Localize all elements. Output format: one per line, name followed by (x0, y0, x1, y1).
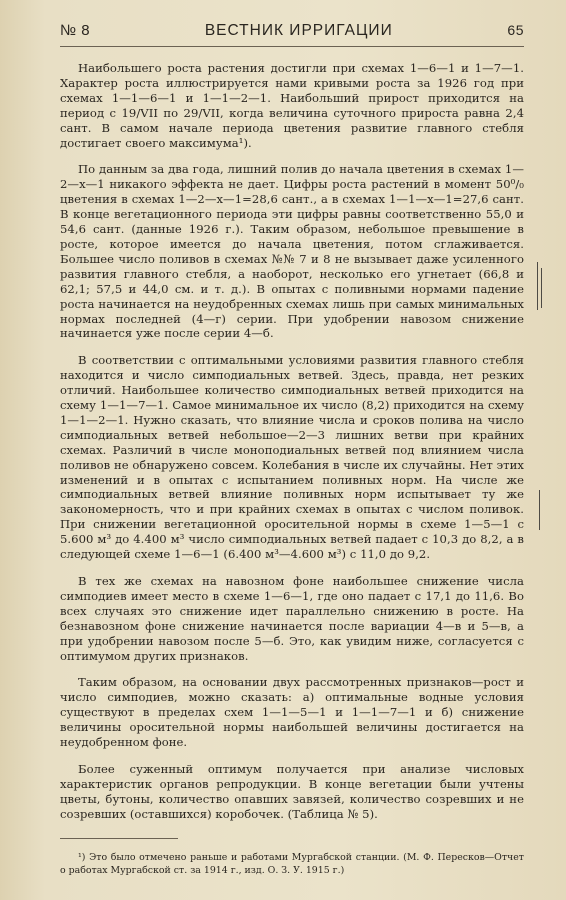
paragraph: В тех же схемах на навозном фоне наибольшее снижение числа симподиев имеет место в схеме 1—6—1, где оно падает с 17,1 до 11,6. Во всех случаях это снижение идет параллельно снижению в росте. На безнавозном фоне снижение начинается после вариации 4—в и 5—в, а при удобрении навозом после 5—б. Это, как увидим ниже, согласуется с оптимумом других признаков. (60, 574, 524, 663)
running-header (60, 22, 524, 47)
footnote-divider (60, 838, 178, 839)
journal-title: ВЕСТНИК ИРРИГАЦИИ (204, 22, 393, 39)
footnote: ¹) Это было отмечено раньше и работами Мургабской станции. (М. Ф. Пересков—Отчет о работах Мургабской ст. за 1914 г., изд. О. З. У. 1915 г.) (60, 851, 524, 876)
paragraph: По данным за два года, лишний полив до начала цветения в схемах 1—2—х—1 никакого эффекта не дает. Цифры роста растений в момент 50⁰/₀ цветения в схемах 1—2—х—1=28,6 сант., а в схемах 1—1—х—1=27,6 сант. В конце вегетационного периода эти цифры равны соответственно 55,0 и 54,6 сант. (данные 1926 г.). Таким образом, небольшое превышение в росте, которое имеется до начала цветения, потом сглаживается. Большее число поливов в схемах №№ 7 и 8 не вызывает даже усиленного развития главного стебля, а наоборот, несколько его угнетает (66,8 и 62,1; 57,5 и 44,0 см. и т. д.). В опытах с поливными нормами падение роста начинается на неудобренных схемах лишь при самых минимальных нормах последней (4—г) серии. При удобрении навозом снижение начинается уже после серии 4—б. (60, 162, 524, 341)
margin-pencil-mark (539, 490, 540, 530)
page-number: 65 (507, 22, 524, 38)
article-body (60, 61, 524, 822)
margin-pencil-mark (537, 262, 538, 310)
paragraph: Более суженный оптимум получается при анализе числовых характеристик органов репродукции. В конце вегетации были учтены цветы, бутоны, количество опавших завязей, количество созревших и не созревших (оставшихся) коробочек. (Таблица № 5). (60, 761, 524, 821)
issue-number: № 8 (60, 22, 91, 39)
paragraph: В соответствии с оптимальными условиями развития главного стебля находится и число симподиальных ветвей. Здесь, правда, нет резких отличий. Наибольшее количество симподиальных ветвей приходится на схему 1—1—7—1. Самое минимальное их число (8,2) приходится на схему 1—1—2—1. Нужно сказать, что влияние числа и сроков полива на число симподиальных ветвей небольшое—2—3 лишних ветви при крайних схемах. Различий в числе моноподиальных ветвей под влиянием числа поливов не обнаружено совсем. Колебания в числе их случайны. Нет этих изменений и в опытах с испытанием поливных норм. На числе же симподиальных ветвей влияние поливных норм испытывает ту же закономерность, что и при крайних схемах в опытах с числом поливок. При снижении вегетационной оросительной нормы в схеме 1—5—1 с 5.600 м³ до 4.400 м³ число симподиальных ветвей падает с 10,3 до 8,2, а в следующей схеме 1—6—1 (6.400 м³—4.600 м³) с 11,0 до 9,2. (60, 353, 524, 562)
margin-pencil-mark (541, 268, 542, 308)
paragraph: Наибольшего роста растения достигли при схемах 1—6—1 и 1—7—1. Характер роста иллюстрируется нами кривыми роста за 1926 год при схемах 1—1—6—1 и 1—1—2—1. Наибольший прирост приходится на период с 19/VII по 29/VII, когда величина суточного прироста равна 2,4 сант. В самом начале периода цветения развитие главного стебля достигает своего максимума¹). (60, 61, 524, 150)
paragraph: Таким образом, на основании двух рассмотренных признаков—рост и число симподиев, можно сказать: а) оптимальные водные условия существуют в пределах схем 1—1—5—1 и 1—1—7—1 и б) снижение величины оросительной нормы наибольшей величины достигается на неудобренном фоне. (60, 675, 524, 750)
